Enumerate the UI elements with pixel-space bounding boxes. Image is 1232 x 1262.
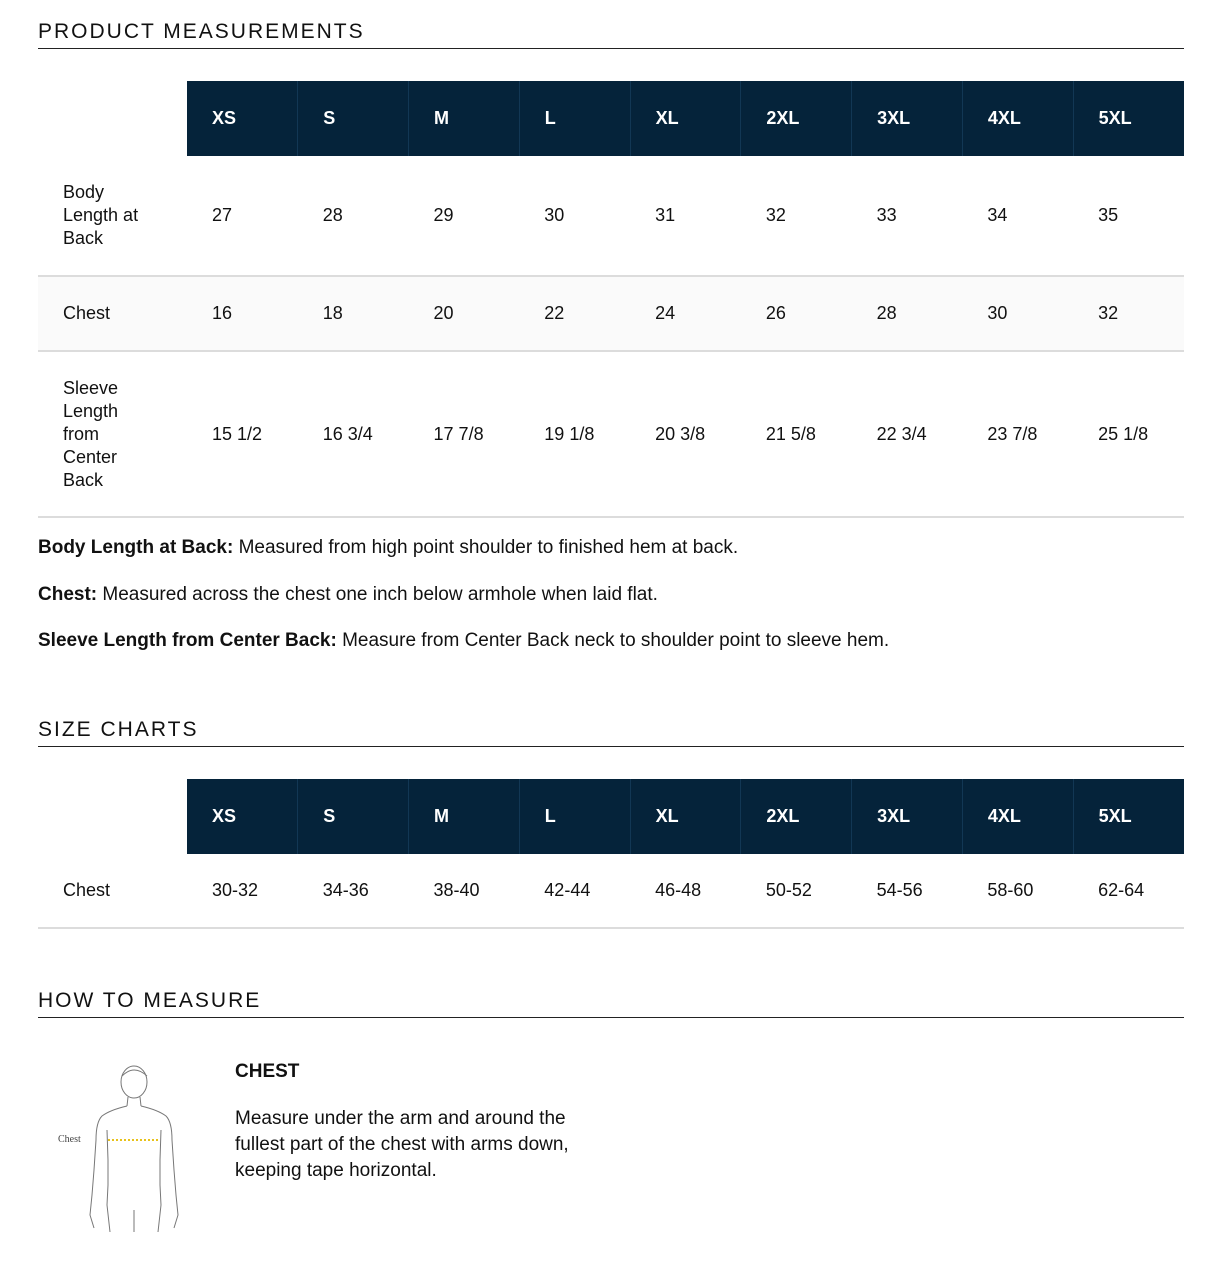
table-cell: 46-48 [630, 854, 741, 928]
row-label-chest: Chest [38, 276, 187, 351]
size-header-m: M [409, 779, 520, 854]
size-header-5xl: 5XL [1073, 81, 1184, 156]
size-header-4xl: 4XL [962, 81, 1073, 156]
table-cell: 29 [409, 156, 520, 276]
table-cell: 22 [519, 276, 630, 351]
table-cell: 32 [741, 156, 852, 276]
row-label-body-length: Body Length at Back [38, 156, 187, 276]
table-cell: 28 [298, 156, 409, 276]
size-charts-table [38, 779, 1184, 929]
definition-text: Measure from Center Back neck to shoulder point to sleeve hem. [336, 630, 890, 651]
table-cell: 54-56 [852, 854, 963, 928]
table-cell: 21 5/8 [741, 351, 852, 517]
table-cell: 35 [1073, 156, 1184, 276]
definition-chest [38, 583, 658, 607]
row-label-chest: Chest [38, 854, 187, 928]
table-cell: 42-44 [519, 854, 630, 928]
size-header-4xl: 4XL [962, 779, 1073, 854]
table-cell: 38-40 [409, 854, 520, 928]
measure-item-title: CHEST [235, 1061, 300, 1082]
table-cell: 26 [741, 276, 852, 351]
table-cell: 34-36 [298, 854, 409, 928]
size-header-3xl: 3XL [852, 779, 963, 854]
table-cell: 22 3/4 [852, 351, 963, 517]
table-cell: 58-60 [962, 854, 1073, 928]
measure-item-text: Measure under the arm and around the fullest part of the chest with arms down, keeping tape horizontal. [235, 1108, 569, 1181]
product-measurements-table [38, 81, 1184, 518]
table-cell: 15 1/2 [187, 351, 298, 517]
table-corner [38, 779, 187, 854]
table-corner [38, 81, 187, 156]
table-cell: 33 [852, 156, 963, 276]
table-cell: 25 1/8 [1073, 351, 1184, 517]
table-cell: 23 7/8 [962, 351, 1073, 517]
size-charts-heading: SIZE CHARTS [38, 718, 1184, 747]
size-header-xl: XL [630, 81, 741, 156]
definition-term: Chest: [38, 584, 98, 605]
figure-chest-label: Chest [58, 1134, 81, 1145]
size-header-l: L [519, 81, 630, 156]
table-cell: 20 [409, 276, 520, 351]
definition-term: Body Length at Back: [38, 537, 234, 558]
table-cell: 17 7/8 [409, 351, 520, 517]
table-cell: 62-64 [1073, 854, 1184, 928]
table-cell: 30 [962, 276, 1073, 351]
size-header-5xl: 5XL [1073, 779, 1184, 854]
table-cell: 20 3/8 [630, 351, 741, 517]
table-row [38, 156, 1184, 276]
definition-sleeve-length [38, 629, 889, 653]
row-label-sleeve-length: Sleeve Length from Center Back [38, 351, 187, 517]
table-cell: 30-32 [187, 854, 298, 928]
size-header-s: S [298, 81, 409, 156]
size-header-xl: XL [630, 779, 741, 854]
size-header-xs: XS [187, 81, 298, 156]
product-measurements-heading: PRODUCT MEASUREMENTS [38, 20, 1184, 49]
size-header-3xl: 3XL [852, 81, 963, 156]
table-cell: 18 [298, 276, 409, 351]
definition-term: Sleeve Length from Center Back: [38, 630, 337, 651]
table-cell: 31 [630, 156, 741, 276]
table-cell: 34 [962, 156, 1073, 276]
size-header-m: M [409, 81, 520, 156]
table-cell: 16 [187, 276, 298, 351]
table-cell: 32 [1073, 276, 1184, 351]
definition-body-length [38, 536, 738, 560]
size-header-xs: XS [187, 779, 298, 854]
table-cell: 28 [852, 276, 963, 351]
table-cell: 24 [630, 276, 741, 351]
table-cell: 27 [187, 156, 298, 276]
table-row [38, 351, 1184, 517]
size-header-2xl: 2XL [741, 81, 852, 156]
how-to-measure-heading: HOW TO MEASURE [38, 989, 1184, 1018]
size-header-2xl: 2XL [741, 779, 852, 854]
table-cell: 19 1/8 [519, 351, 630, 517]
definition-text: Measured across the chest one inch below armhole when laid flat. [97, 584, 658, 605]
table-cell: 30 [519, 156, 630, 276]
size-header-l: L [519, 779, 630, 854]
table-row [38, 276, 1184, 351]
definition-text: Measured from high point shoulder to finished hem at back. [233, 537, 739, 558]
table-cell: 16 3/4 [298, 351, 409, 517]
body-figure-illustration [52, 1060, 192, 1235]
table-cell: 50-52 [741, 854, 852, 928]
table-row [38, 854, 1184, 928]
size-header-s: S [298, 779, 409, 854]
